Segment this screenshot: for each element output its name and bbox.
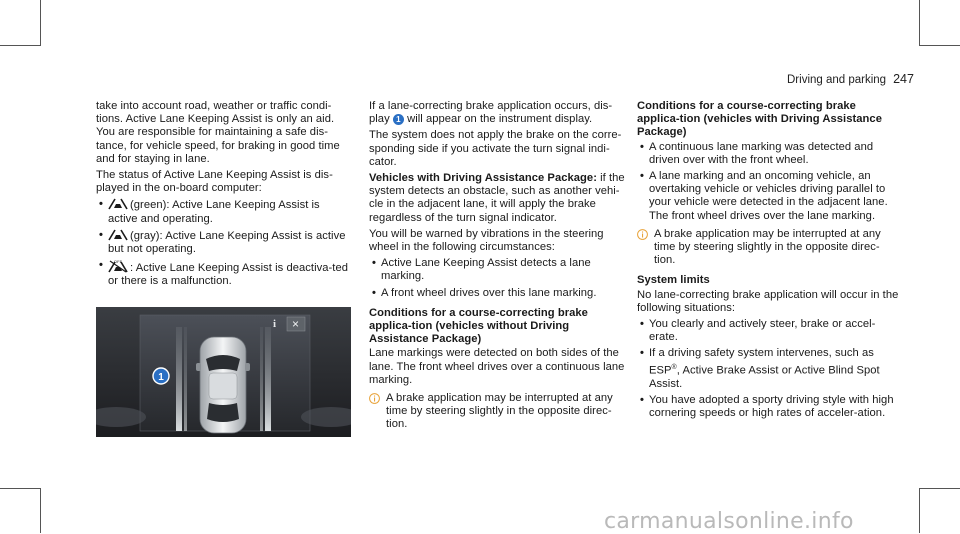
section-heading: Conditions for a course-correcting brake applica-tion (vehicles with Driving Assistance Package)	[637, 100, 882, 139]
crop-mark	[919, 45, 960, 46]
text-run: If a lane-correcting brake application occurs, dis-play	[369, 100, 613, 126]
lane-marking-left	[176, 327, 187, 431]
bullet: •	[640, 170, 644, 183]
bold-lead: Vehicles with Driving Assistance Package:	[369, 172, 597, 185]
column-1	[96, 100, 352, 292]
note-text: A brake application may be interrupted at any time by steering slightly in the opposite direc-tion.	[654, 227, 881, 267]
column-2	[369, 100, 627, 435]
bullet: •	[372, 257, 376, 270]
list-item-text: : Active Lane Keeping Assist is deactiva-ted or there is a malfunction.	[108, 262, 348, 288]
paragraph: The status of Active Lane Keeping Assist is dis-played in the on-board computer:	[96, 169, 333, 195]
list-item-text: (gray): Active Lane Keeping Assist is active but not operating.	[108, 229, 346, 256]
list-item-text: If a driving safety system intervenes, such as ESP	[649, 347, 874, 377]
callout-1	[153, 368, 169, 384]
lane-marking-right	[260, 327, 271, 431]
paragraph	[369, 172, 627, 225]
text-run: if the system detects an obstacle, such as another vehi-cle in the adjacent lane, it will apply the brake regardless of the turn signal indicator.	[369, 172, 625, 224]
bullet: •	[99, 228, 103, 241]
list-item	[96, 259, 352, 288]
section-title: Driving and parking	[787, 74, 887, 86]
note	[369, 392, 627, 432]
bullet: •	[99, 198, 103, 211]
crop-mark	[919, 488, 960, 489]
list-item-text: A front wheel drives over this lane marking.	[381, 286, 597, 299]
list-item-text: , Active Brake Assist or Active Blind Spot Assist.	[649, 364, 880, 390]
list-item	[637, 170, 899, 223]
bullet: •	[640, 393, 644, 406]
watermark: carmanualsonline.info	[604, 509, 854, 534]
note-icon	[369, 393, 380, 404]
paragraph: The system does not apply the brake on the corre-sponding side if you activate the turn signal indi-cator.	[369, 129, 622, 168]
crop-mark	[919, 488, 920, 533]
list-item-text: A lane marking and an oncoming vehicle, an overtaking vehicle or vehicles driving parallel to your vehicle were detected in the adjacent lane. The front wheel drives over the lane marking.	[649, 170, 888, 222]
paragraph: You will be warned by vibrations in the steering wheel in the following circumstances:	[369, 227, 604, 254]
close-label: ×	[292, 317, 300, 331]
list-item-text: Active Lane Keeping Assist detects a lane marking.	[381, 257, 591, 283]
list-item	[637, 141, 899, 167]
lane-assist-icon	[108, 198, 128, 210]
note-text: A brake application may be interrupted at any time by steering slightly in the opposite direc-tion.	[386, 392, 613, 431]
lane-assist-icon	[108, 229, 128, 241]
bullet: •	[640, 140, 644, 153]
bullet: •	[640, 347, 644, 360]
crop-mark	[0, 488, 41, 489]
condition-list	[637, 141, 899, 223]
list-item	[637, 318, 899, 344]
info-button	[273, 318, 276, 330]
list-item-text: A continuous lane marking was detected and driven over with the front wheel.	[649, 140, 874, 166]
crop-mark	[40, 488, 41, 533]
svg-text:OFF: OFF	[113, 259, 123, 265]
paragraph	[369, 100, 627, 126]
list-item	[637, 347, 899, 390]
crop-mark	[919, 0, 920, 46]
lane-assist-off-icon	[108, 259, 128, 273]
list-item	[369, 257, 627, 283]
list-item	[369, 287, 627, 300]
registered-mark: ®	[671, 363, 677, 371]
car-top-view	[196, 337, 250, 433]
info-label: i	[273, 318, 277, 330]
list-item-text: You have adopted a sporty driving style with high cornering speeds or high rates of acceler-ation.	[649, 393, 894, 419]
list-item-text: You clearly and actively steer, brake or accel-erate.	[649, 318, 876, 344]
paragraph: take into account road, weather or traffic condi-tions. Active Lane Keeping Assist is only an aid. You are responsible for maintaining a safe dis-tance, for vehicle speed, for braking in good time and for staying in lane.	[96, 100, 340, 165]
callout-number: 1	[158, 372, 164, 383]
circumstance-list	[369, 257, 627, 300]
status-list	[96, 198, 352, 288]
limits-list	[637, 318, 899, 420]
bullet: •	[372, 286, 376, 299]
crop-mark	[40, 0, 41, 46]
list-item	[96, 198, 352, 225]
list-item-text: (green): Active Lane Keeping Assist is active and operating.	[108, 199, 320, 225]
running-header	[787, 72, 914, 86]
column-3	[637, 100, 899, 423]
close-button	[287, 317, 305, 331]
display-callout-badge: 1	[393, 114, 404, 125]
note-icon	[637, 229, 648, 240]
section-heading: Conditions for a course-correcting brake applica-tion (vehicles without Driving Assistance Package)	[369, 306, 588, 346]
bullet: •	[99, 259, 103, 272]
instrument-display-figure	[96, 307, 351, 437]
page-number: 247	[893, 72, 914, 86]
list-item	[96, 229, 352, 256]
bullet: •	[640, 318, 644, 331]
crop-mark	[0, 45, 41, 46]
paragraph: Lane markings were detected on both sides of the lane. The front wheel drives over a continuous lane marking.	[369, 347, 625, 386]
paragraph: No lane-correcting brake application will occur in the following situations:	[637, 288, 899, 314]
text-run: will appear on the instrument display.	[407, 113, 593, 126]
note	[637, 228, 899, 268]
section-heading: System limits	[637, 274, 710, 287]
list-item	[637, 394, 899, 420]
